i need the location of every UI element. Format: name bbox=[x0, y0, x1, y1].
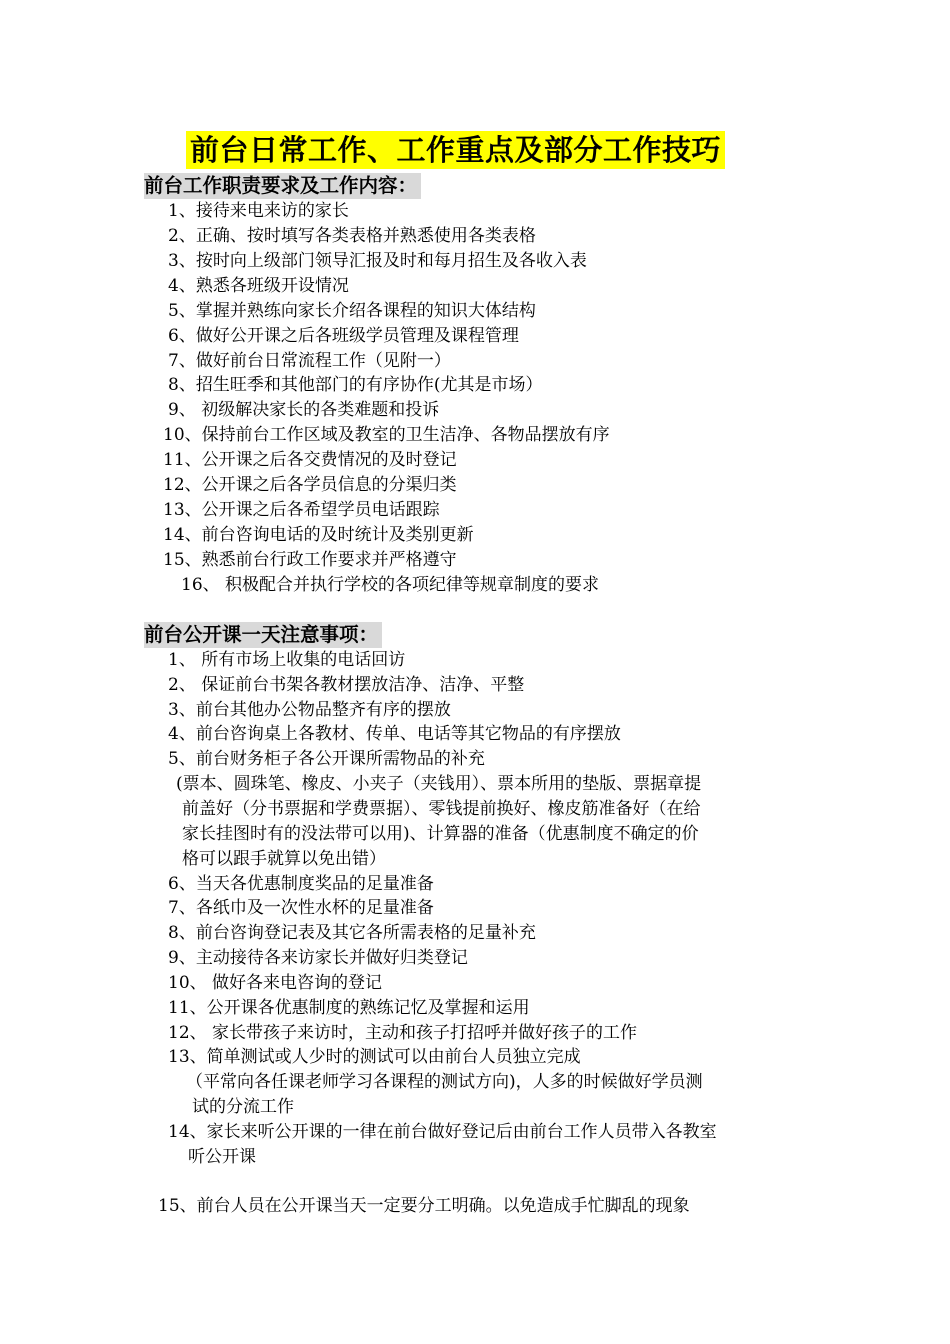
open-class-item-6: 6、当天各优惠制度奖品的足量准备 bbox=[168, 874, 434, 894]
duty-item-14: 14、前台咨询电话的及时统计及类别更新 bbox=[163, 525, 474, 545]
duty-item-3: 3、按时向上级部门领导汇报及时和每月招生及各收入表 bbox=[168, 251, 587, 271]
open-class-item-5: 5、前台财务柜子各公开课所需物品的补充 bbox=[168, 749, 485, 769]
open-class-item-5-detail-1: (票本、圆珠笔、橡皮、小夹子（夹钱用）、票本所用的垫版、票据章提 bbox=[176, 774, 702, 794]
open-class-item-15: 15、前台人员在公开课当天一定要分工明确。以免造成手忙脚乱的现象 bbox=[158, 1196, 690, 1216]
duty-item-12: 12、公开课之后各学员信息的分渠归类 bbox=[163, 475, 457, 495]
duty-item-13: 13、公开课之后各希望学员电话跟踪 bbox=[163, 500, 440, 520]
duty-item-6: 6、做好公开课之后各班级学员管理及课程管理 bbox=[168, 326, 519, 346]
open-class-item-9: 9、主动接待各来访家长并做好归类登记 bbox=[168, 948, 468, 968]
open-class-item-8: 8、前台咨询登记表及其它各所需表格的足量补充 bbox=[168, 923, 536, 943]
open-class-item-2: 2、 保证前台书架各教材摆放洁净、洁净、平整 bbox=[168, 675, 525, 695]
open-class-item-5-detail-4: 格可以跟手就算以免出错） bbox=[182, 849, 386, 869]
document-title: 前台日常工作、工作重点及部分工作技巧 bbox=[186, 131, 725, 169]
open-class-item-1: 1、 所有市场上收集的电话回访 bbox=[168, 650, 406, 670]
open-class-item-13-detail-1: （平常向各任课老师学习各课程的测试方向)，人多的时候做好学员测 bbox=[186, 1072, 703, 1092]
open-class-item-14: 14、家长来听公开课的一律在前台做好登记后由前台工作人员带入各教室 bbox=[168, 1122, 717, 1142]
duty-item-4: 4、熟悉各班级开设情况 bbox=[168, 276, 349, 296]
duty-item-8: 8、招生旺季和其他部门的有序协作(尤其是市场） bbox=[168, 375, 543, 395]
duty-item-5: 5、掌握并熟练向家长介绍各课程的知识大体结构 bbox=[168, 301, 536, 321]
duty-item-1: 1、接待来电来访的家长 bbox=[168, 201, 349, 221]
open-class-item-14-detail: 听公开课 bbox=[188, 1147, 256, 1167]
open-class-item-13: 13、简单测试或人少时的测试可以由前台人员独立完成 bbox=[168, 1047, 581, 1067]
open-class-item-12: 12、 家长带孩子来访时，主动和孩子打招呼并做好孩子的工作 bbox=[168, 1023, 638, 1043]
duty-item-10: 10、保持前台工作区域及教室的卫生洁净、各物品摆放有序 bbox=[163, 425, 610, 445]
duty-item-7: 7、做好前台日常流程工作（见附一） bbox=[168, 351, 451, 371]
open-class-item-5-detail-2: 前盖好（分书票据和学费票据）、零钱提前换好、橡皮筋准备好（在给 bbox=[182, 799, 701, 819]
section-heading-duties: 前台工作职责要求及工作内容： bbox=[144, 173, 421, 199]
open-class-item-7: 7、各纸巾及一次性水杯的足量准备 bbox=[168, 898, 434, 918]
open-class-item-10: 10、 做好各来电咨询的登记 bbox=[168, 973, 383, 993]
section-heading-open-class: 前台公开课一天注意事项： bbox=[144, 622, 382, 648]
open-class-item-3: 3、前台其他办公物品整齐有序的摆放 bbox=[168, 700, 451, 720]
open-class-item-13-detail-2: 试的分流工作 bbox=[192, 1097, 294, 1117]
duty-item-15: 15、熟悉前台行政工作要求并严格遵守 bbox=[163, 550, 457, 570]
open-class-item-5-detail-3: 家长挂图时有的没法带可以用)、计算器的准备（优惠制度不确定的价 bbox=[182, 824, 699, 844]
duty-item-11: 11、公开课之后各交费情况的及时登记 bbox=[163, 450, 457, 470]
duty-item-16: 16、 积极配合并执行学校的各项纪律等规章制度的要求 bbox=[181, 575, 600, 595]
duty-item-2: 2、正确、按时填写各类表格并熟悉使用各类表格 bbox=[168, 226, 536, 246]
open-class-item-11: 11、公开课各优惠制度的熟练记忆及掌握和运用 bbox=[168, 998, 530, 1018]
open-class-item-4: 4、前台咨询桌上各教材、传单、电话等其它物品的有序摆放 bbox=[168, 724, 621, 744]
duty-item-9: 9、 初级解决家长的各类难题和投诉 bbox=[168, 400, 440, 420]
